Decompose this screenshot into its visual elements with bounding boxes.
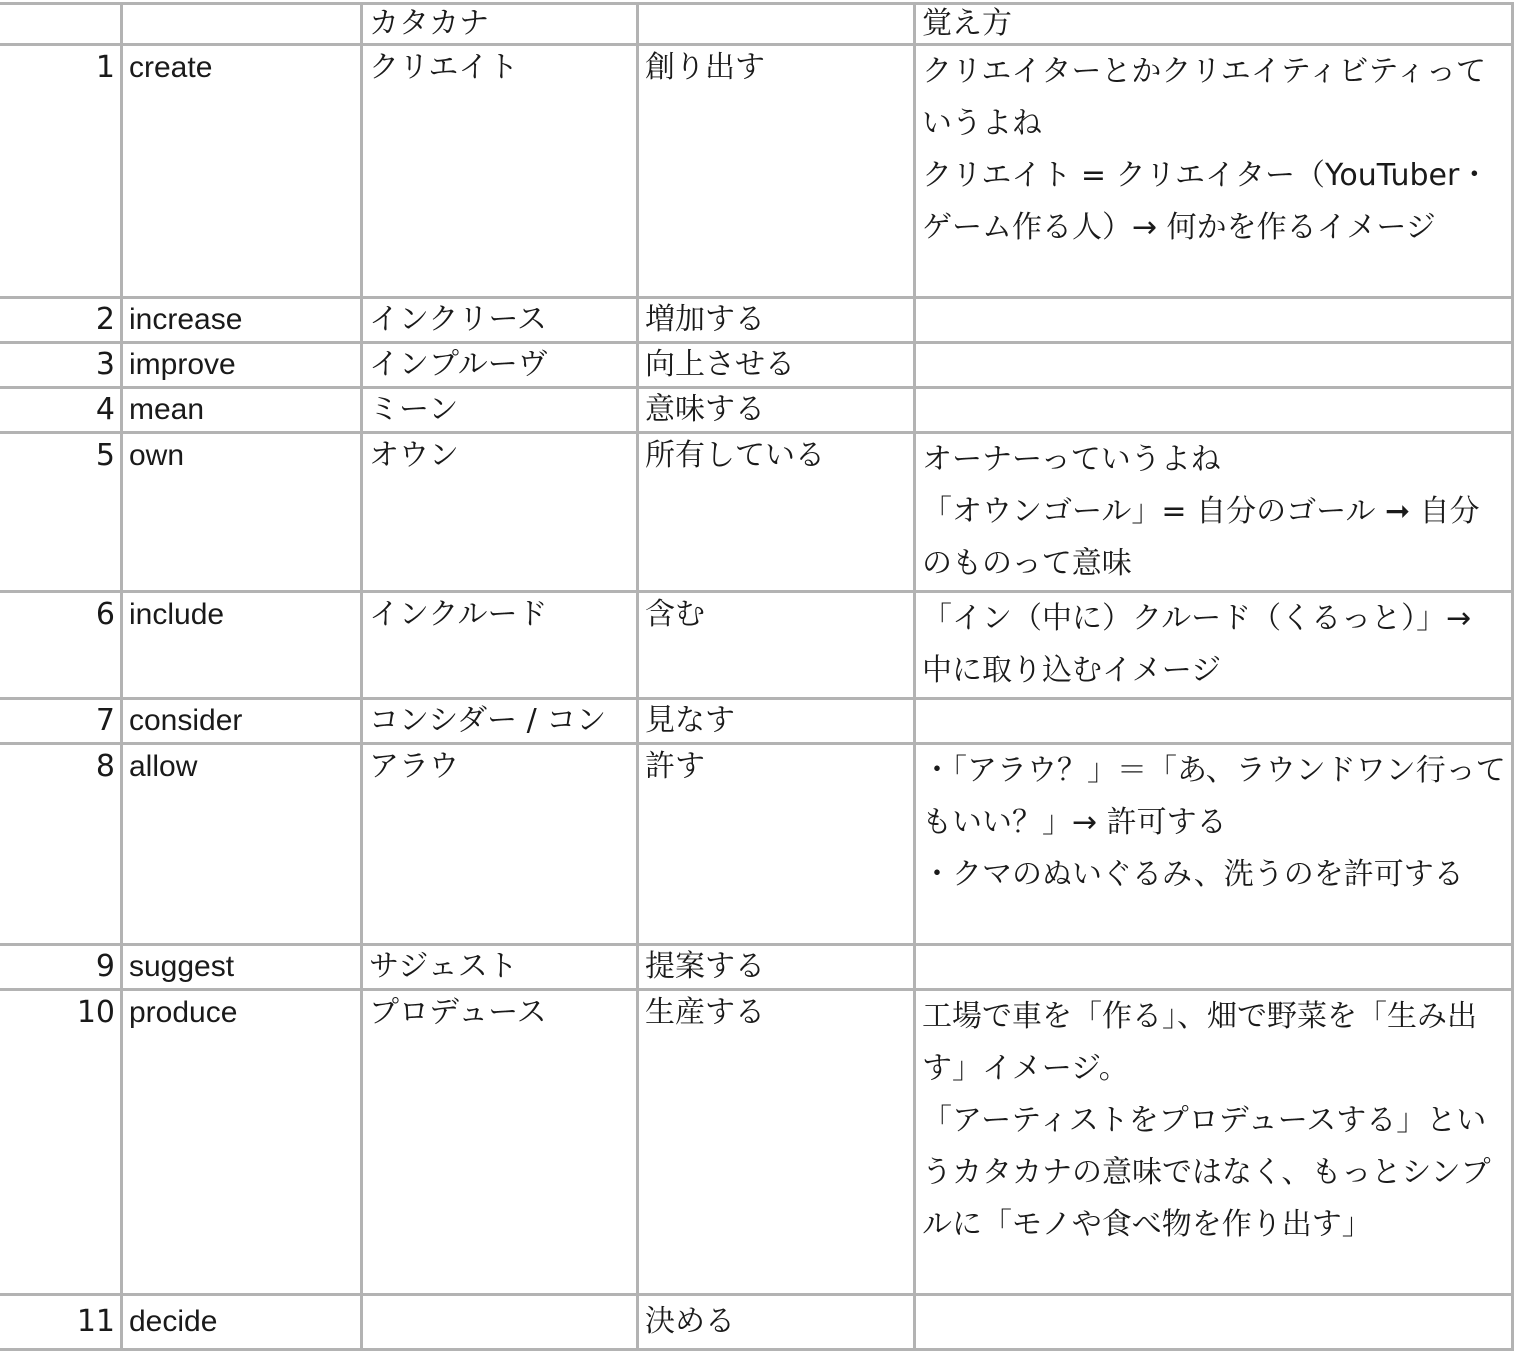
cell-number[interactable]: 1 — [0, 45, 122, 298]
cell-meaning[interactable]: 創り出す — [638, 45, 915, 298]
cell-meaning[interactable]: 見なす — [638, 699, 915, 744]
table-row — [0, 699, 1513, 744]
cell-number[interactable]: 8 — [0, 744, 122, 945]
cell-word[interactable]: create — [122, 45, 362, 298]
cell-word[interactable]: consider — [122, 699, 362, 744]
cell-number[interactable]: 5 — [0, 433, 122, 592]
table-row — [0, 990, 1513, 1295]
cell-word[interactable]: produce — [122, 990, 362, 1295]
cell-meaning[interactable]: 意味する — [638, 388, 915, 433]
table-row — [0, 298, 1513, 343]
cell-number[interactable]: 11 — [0, 1295, 122, 1350]
cell-number[interactable]: 4 — [0, 388, 122, 433]
table-row — [0, 343, 1513, 388]
cell-memo[interactable] — [915, 298, 1513, 343]
cell-memo[interactable]: オーナーっていうよね 「オウンゴール」= 自分のゴール ➞ 自分のものって意味 — [915, 433, 1513, 592]
cell-number[interactable]: 10 — [0, 990, 122, 1295]
cell-word[interactable]: include — [122, 592, 362, 699]
table-row — [0, 45, 1513, 298]
cell-meaning[interactable]: 提案する — [638, 945, 915, 990]
cell-katakana[interactable]: アラウ — [362, 744, 638, 945]
cell-memo[interactable] — [915, 699, 1513, 744]
header-row — [0, 4, 1513, 45]
table-row — [0, 945, 1513, 990]
cell-katakana[interactable] — [362, 1295, 638, 1350]
cell-word[interactable]: decide — [122, 1295, 362, 1350]
cell-katakana[interactable]: ミーン — [362, 388, 638, 433]
cell-number[interactable]: 6 — [0, 592, 122, 699]
cell-katakana[interactable]: サジェスト — [362, 945, 638, 990]
table-row — [0, 433, 1513, 592]
cell-memo[interactable] — [915, 1295, 1513, 1350]
cell-word[interactable]: increase — [122, 298, 362, 343]
cell-meaning[interactable]: 向上させる — [638, 343, 915, 388]
cell-word[interactable]: allow — [122, 744, 362, 945]
cell-memo[interactable]: ・「アラウ？」＝「あ、ラウンドワン行ってもいい？」→ 許可する ・クマのぬいぐるみ、洗うのを許可する — [915, 744, 1513, 945]
cell-memo[interactable]: クリエイターとかクリエイティビティっていうよね クリエイト = クリエイター（YouTuber・ゲーム作る人）→ 何かを作るイメージ — [915, 45, 1513, 298]
cell-memo[interactable] — [915, 945, 1513, 990]
cell-word[interactable]: mean — [122, 388, 362, 433]
cell-number[interactable]: 9 — [0, 945, 122, 990]
table-row — [0, 1295, 1513, 1350]
cell-meaning[interactable]: 含む — [638, 592, 915, 699]
vocabulary-table — [0, 2, 1514, 1351]
cell-number[interactable]: 3 — [0, 343, 122, 388]
cell-katakana[interactable]: オウン — [362, 433, 638, 592]
cell-katakana[interactable]: プロデュース — [362, 990, 638, 1295]
cell-katakana[interactable]: コンシダー / コン — [362, 699, 638, 744]
cell-meaning[interactable]: 生産する — [638, 990, 915, 1295]
cell-word[interactable]: improve — [122, 343, 362, 388]
cell-number[interactable]: 7 — [0, 699, 122, 744]
header-cell-memo[interactable]: 覚え方 — [915, 4, 1513, 45]
header-cell-katakana[interactable]: カタカナ — [362, 4, 638, 45]
cell-katakana[interactable]: クリエイト — [362, 45, 638, 298]
cell-memo[interactable]: 「イン（中に）クルード（くるっと）」→ 中に取り込むイメージ — [915, 592, 1513, 699]
cell-katakana[interactable]: インクルード — [362, 592, 638, 699]
cell-word[interactable]: suggest — [122, 945, 362, 990]
cell-meaning[interactable]: 所有している — [638, 433, 915, 592]
cell-memo[interactable] — [915, 343, 1513, 388]
table-row — [0, 388, 1513, 433]
header-cell-meaning[interactable] — [638, 4, 915, 45]
cell-katakana[interactable]: インクリース — [362, 298, 638, 343]
cell-word[interactable]: own — [122, 433, 362, 592]
cell-meaning[interactable]: 許す — [638, 744, 915, 945]
table-row — [0, 592, 1513, 699]
cell-memo[interactable]: 工場で車を「作る」、畑で野菜を「生み出す」イメージ。 「アーティストをプロデュースする」というカタカナの意味ではなく、もっとシンプルに「モノや食べ物を作り出す」 — [915, 990, 1513, 1295]
header-cell-word[interactable] — [122, 4, 362, 45]
cell-katakana[interactable]: インプルーヴ — [362, 343, 638, 388]
table-row — [0, 744, 1513, 945]
cell-memo[interactable] — [915, 388, 1513, 433]
header-cell-number[interactable] — [0, 4, 122, 45]
cell-number[interactable]: 2 — [0, 298, 122, 343]
cell-meaning[interactable]: 増加する — [638, 298, 915, 343]
cell-meaning[interactable]: 決める — [638, 1295, 915, 1350]
